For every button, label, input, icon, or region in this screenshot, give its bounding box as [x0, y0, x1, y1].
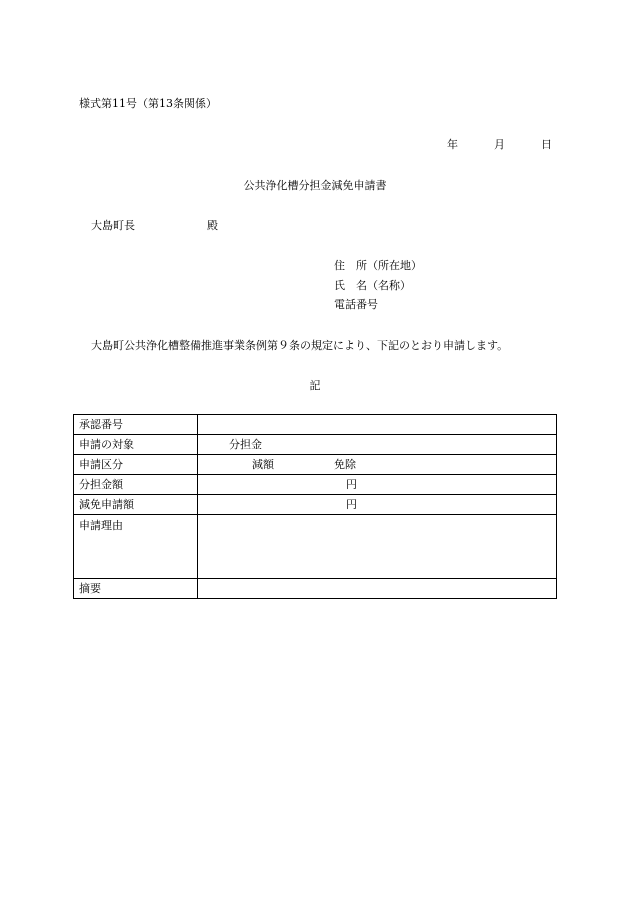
target-value: 分担金 — [229, 438, 262, 451]
table-row-reason — [74, 515, 557, 579]
amount-label: 分担金額 — [74, 475, 198, 495]
reason-field[interactable] — [198, 515, 557, 579]
amount-unit: 円 — [346, 478, 357, 491]
addressee-honorific: 殿 — [207, 219, 218, 232]
amount-field[interactable] — [198, 475, 557, 495]
ki-heading: 記 — [309, 379, 321, 392]
table-row-remarks — [74, 579, 557, 599]
date-month-label: 月 — [494, 138, 505, 151]
target-label: 申請の対象 — [74, 435, 198, 455]
applicant-phone-label: 電話番号 — [334, 298, 378, 311]
form-number: 様式第11号（第13条関係） — [79, 97, 217, 110]
reduction-amount-label: 減免申請額 — [74, 495, 198, 515]
table-row-reduction-amount — [74, 495, 557, 515]
table-row-approval-number — [74, 415, 557, 435]
date-day-label: 日 — [541, 138, 552, 151]
approval-number-label: 承認番号 — [74, 415, 198, 435]
target-value-cell — [198, 435, 557, 455]
remarks-label: 摘要 — [74, 579, 198, 599]
remarks-field[interactable] — [198, 579, 557, 599]
approval-number-field[interactable] — [198, 415, 557, 435]
reason-label: 申請理由 — [74, 515, 198, 579]
category-option-reduction[interactable]: 減額 — [252, 458, 274, 471]
reduction-amount-unit: 円 — [346, 498, 357, 511]
table-row-amount — [74, 475, 557, 495]
category-cell — [198, 455, 557, 475]
category-option-exemption[interactable]: 免除 — [334, 458, 356, 471]
table-row-category — [74, 455, 557, 475]
body-text: 大島町公共浄化槽整備推進事業条例第９条の規定により、下記のとおり申請します。 — [91, 339, 509, 352]
date-year-label: 年 — [447, 138, 458, 151]
document-title: 公共浄化槽分担金減免申請書 — [243, 179, 387, 192]
category-label: 申請区分 — [74, 455, 198, 475]
detail-table — [73, 414, 557, 599]
applicant-name-label: 氏 名（名称） — [334, 279, 411, 292]
reduction-amount-field[interactable] — [198, 495, 557, 515]
applicant-address-label: 住 所（所在地） — [334, 259, 422, 272]
addressee-name: 大島町長 — [91, 219, 135, 232]
table-row-target — [74, 435, 557, 455]
